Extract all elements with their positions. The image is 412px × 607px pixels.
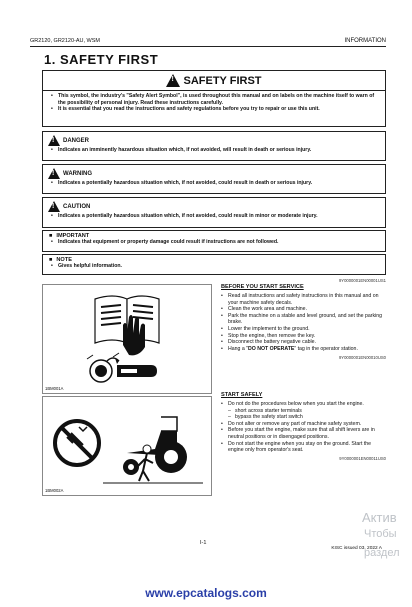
item-text: Read all instructions and safety instructions in this manual and on your machine safety decals. (228, 293, 379, 306)
danger-box (42, 131, 386, 161)
item-text: Clean the work area and machine. (228, 306, 308, 313)
important-text: Indicates that equipment or property damage could result if instructions are not followed. (58, 239, 279, 245)
start-safely-illustration (43, 397, 211, 495)
header-right: INFORMATION (344, 38, 386, 44)
page-number: I-1 (200, 540, 207, 546)
note-heading: NOTE (56, 257, 72, 263)
header-rule (30, 46, 386, 47)
item-text: Hang a " (228, 345, 249, 352)
warning-text-row: • Indicates a potentially hazardous situation which, if not avoided, could result in death or serious injury. (51, 180, 313, 186)
safety-alert-icon (166, 74, 180, 87)
list-item: • Clean the work area and machine. (221, 306, 308, 313)
note-box (42, 254, 386, 275)
safety-first-box (42, 70, 386, 127)
danger-alert-icon (48, 135, 60, 146)
caution-heading-row (48, 201, 385, 212)
item-text: Park the machine on a stable and level ground, and set the parking brake. (228, 312, 382, 326)
warning-text: Indicates a potentially hazardous situation which, if not avoided, could result in death or serious injury. (58, 180, 313, 186)
square-bullet-icon: ■ (49, 257, 53, 263)
caution-text: Indicates a potentially hazardous situation which, if not avoided, could result in minor or moderate injury. (58, 213, 318, 219)
bullet-text: It is essential that you read the instructions and safety regulations before you try to repair or use this unit. (58, 106, 320, 113)
ref-code: 9Y0000001EN00001US1 (338, 278, 386, 283)
list-item: • Disconnect the battery negative cable. (221, 339, 316, 346)
header-left: GR2120, GR2120-AU, WSM (30, 38, 100, 44)
site-url-link[interactable]: www.epcatalogs.com (145, 586, 267, 600)
start-safely-list (221, 401, 386, 454)
list-item: • Do not do the procedures below when you start the engine. (221, 401, 364, 407)
caution-alert-icon (48, 201, 60, 212)
safety-first-heading-row (43, 74, 385, 87)
figure-start-safely (42, 396, 212, 496)
figure-manual-and-key (42, 284, 212, 394)
page-title: 1. SAFETY FIRST (44, 52, 159, 67)
list-item: • This symbol, the industry's "Safety Alert Symbol", is used throughout this manual and on labels on the machine itself to warn of the possibility of personal injury. Read these instructions carefully. (51, 93, 375, 106)
list-item: • Do not start the engine when you stay on the ground. Start the engine only from operator's seat. (221, 440, 372, 454)
sub-list-item: – short across starter terminals (228, 407, 302, 414)
item-text: Lower the implement to the ground. (228, 325, 310, 332)
danger-text: Indicates an imminently hazardous situation which, if not avoided, will result in death or serious injury. (58, 147, 312, 153)
before-service-section (221, 284, 386, 360)
figure-label: 1BM002A (45, 488, 64, 493)
section-heading: START SAFELY (221, 392, 263, 398)
caution-box (42, 197, 386, 228)
warning-heading: WARNING (63, 170, 92, 177)
danger-heading: DANGER (63, 137, 90, 144)
item-text: short across starter terminals (235, 407, 302, 414)
caution-text-row: • Indicates a potentially hazardous situation which, if not avoided, could result in minor or moderate injury. (51, 213, 318, 219)
list-item: • It is essential that you read the instructions and safety regulations before you try to repair or use this unit. (51, 106, 320, 113)
item-text: Do not do the procedures below when you start the engine. (228, 401, 364, 407)
watermark-line-3: раздел (364, 547, 400, 559)
start-safely-section (221, 392, 386, 461)
item-text: Disconnect the battery negative cable. (228, 339, 316, 346)
sub-list-item: – bypass the safety start switch (228, 414, 303, 421)
list-item: • Read all instructions and safety instructions in this manual and on your machine safety decals. (221, 293, 379, 306)
item-text: " tag in the operator station. (294, 345, 358, 352)
watermark-line-2: Чтобы (364, 528, 397, 540)
item-text: Stop the engine, then remove the key. (228, 332, 316, 339)
list-item: • Park the machine on a stable and level ground, and set the parking brake. (221, 312, 382, 326)
warning-heading-row (48, 168, 385, 179)
list-item: • Hang a "DO NOT OPERATE" tag in the operator station. (221, 345, 358, 352)
before-service-list (221, 293, 386, 352)
list-item: • Do not alter or remove any part of machine safety system. (221, 420, 362, 427)
danger-heading-row (48, 135, 385, 146)
item-text: Do not alter or remove any part of machine safety system. (228, 420, 362, 427)
danger-text-row: • Indicates an imminently hazardous situation which, if not avoided, will result in death or serious injury. (51, 147, 312, 153)
watermark-line-1: Актив (362, 510, 397, 525)
ref-code: 9Y0000001EN00010US0 (338, 355, 386, 361)
tag-text: DO NOT OPERATE (248, 345, 295, 352)
list-item: • Lower the implement to the ground. (221, 325, 310, 332)
note-text: Gives helpful information. (58, 263, 122, 269)
warning-alert-icon (48, 168, 60, 179)
important-text-row: • Indicates that equipment or property damage could result if instructions are not followed. (51, 239, 279, 245)
item-text: bypass the safety start switch (235, 414, 303, 421)
important-heading: IMPORTANT (56, 233, 90, 239)
safety-first-heading: SAFETY FIRST (183, 74, 262, 87)
safety-first-bullets (43, 90, 385, 113)
note-text-row: • Gives helpful information. (51, 263, 122, 269)
warning-box (42, 164, 386, 194)
item-text: Before you start the engine, make sure that all shift levers are in neutral positions or in disengaged positions. (228, 427, 375, 440)
important-box (42, 230, 386, 252)
ref-code: 9Y0000001EN00011US0 (339, 455, 386, 461)
square-bullet-icon: ■ (49, 233, 53, 239)
manual-and-key-illustration (43, 285, 211, 393)
list-item: • Stop the engine, then remove the key. (221, 332, 316, 339)
item-text: Do not start the engine when you stay on the ground. Start the engine only from operator's seat. (228, 440, 372, 454)
section-heading: BEFORE YOU START SERVICE (221, 284, 304, 290)
caution-heading: CAUTION (63, 203, 91, 210)
figure-label: 1BM001A (45, 386, 64, 391)
bullet-text: This symbol, the industry's "Safety Alert Symbol", is used throughout this manual and on labels on the machine itself to warn of the possibility of personal injury. Read these instructions carefully. (58, 93, 375, 106)
issue-info: KISC issued 03, 2022 A (331, 546, 382, 551)
list-item: • Before you start the engine, make sure that all shift levers are in neutral positions or in disengaged positions. (221, 427, 375, 440)
